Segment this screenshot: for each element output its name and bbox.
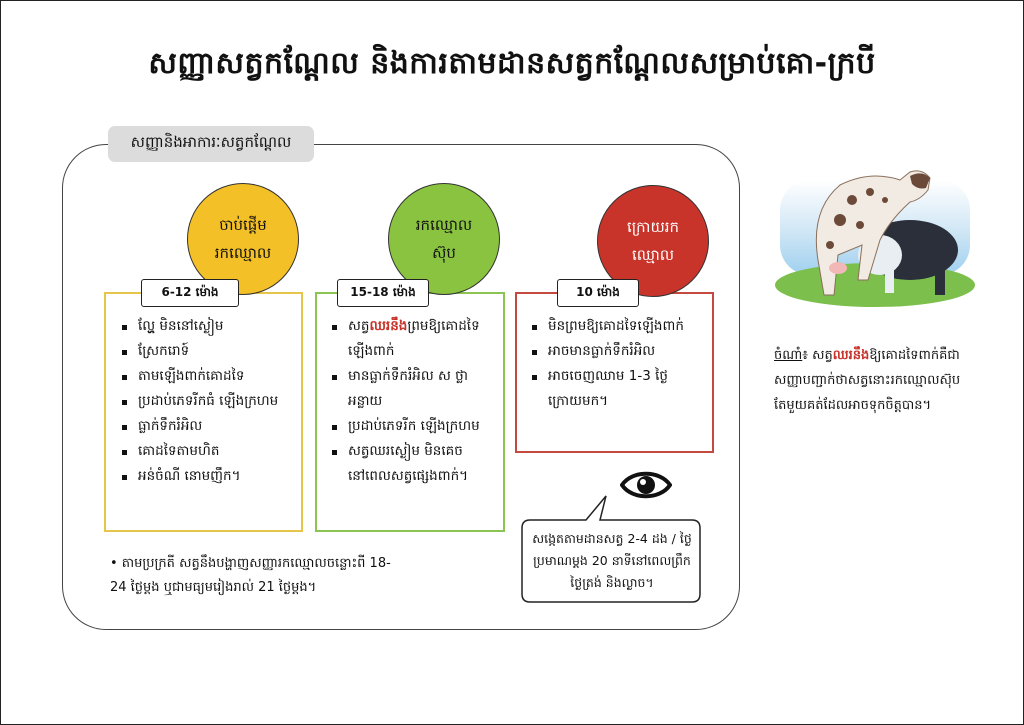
list-item: អាចចេញឈាម 1-3 ថ្ងៃក្រោយមក។ xyxy=(528,364,706,414)
note-caption xyxy=(774,343,988,418)
list-item: មានធ្លាក់ទឹករំអិល ស ថ្លាអន្លាយ xyxy=(328,364,498,414)
note-highlight: ឈរនឹង xyxy=(832,348,870,363)
note-label: ចំណាំ xyxy=(774,348,803,363)
stage-3-list xyxy=(528,314,706,414)
list-item: អាចមានធ្លាក់ទឹករំអិល xyxy=(528,339,706,364)
stage-3-title-line2: ឈ្មោល xyxy=(631,246,675,264)
page-title: សញ្ញាសត្វកណ្តែល និងការតាមដានសត្វកណ្តែលសម្រាប់គោ-ក្របី xyxy=(148,46,876,81)
stage-1-title-line1: ចាប់ផ្តើម xyxy=(219,216,267,234)
list-item xyxy=(328,314,498,364)
stage-2-title-line1: រកឈ្មោល xyxy=(415,216,473,234)
list-item: គោដទៃតាមហិត xyxy=(118,439,296,464)
stage-1-title-line2: រកឈ្មោល xyxy=(214,244,272,262)
item-prefix: សត្វ xyxy=(348,318,370,334)
list-item: ស្រែករោទ៍ xyxy=(118,339,296,364)
list-item: មិនព្រមឱ្យគោដទៃឡើងពាក់ xyxy=(528,314,706,339)
note-colon: ៖ សត្វ xyxy=(802,348,833,363)
stage-2-list xyxy=(328,314,498,489)
list-item: អន់ចំណី នោមញឹក។ xyxy=(118,464,296,489)
cow-illustration xyxy=(760,150,980,310)
list-item: ធ្លាក់ទឹករំអិល xyxy=(118,414,296,439)
item-highlight: ឈរនឹង xyxy=(369,318,408,334)
item-suffix: ព្រមឱ្យគោដទៃឡើងពាក់ xyxy=(348,318,480,359)
panel-tab-label: សញ្ញានិងអាការៈសត្វកណ្តែល xyxy=(108,126,314,162)
note-rest: ឱ្យគោដទៃពាក់គឺជាសញ្ញាបញ្ជាក់ថាសត្វនោះរកឈ្មោលស៊ុប តែមួយគត់ដែលអាចទុកចិត្តបាន។ xyxy=(774,348,961,413)
stage-3-title-line1: ក្រោយរក xyxy=(626,218,680,236)
list-item: ប្រដាប់ភេទរីកធំ ឡើងក្រហម xyxy=(118,389,296,414)
stage-1-duration: 6-12 ម៉ោង xyxy=(141,279,239,307)
observe-note: សង្កេតតាមដានសត្វ 2-4 ដង / ថ្ងៃ ប្រមាណម្តង 20 នាទីនៅពេលព្រឹក ថ្ងៃត្រង់ និងល្ងាច។ xyxy=(532,531,692,590)
stage-2-title-line2: ស៊ុប xyxy=(432,244,456,262)
list-item: ល្ហែ្ម មិននៅស្ងៀម xyxy=(118,314,296,339)
list-item: សត្វឈរស្ងៀម មិនគេចនៅពេលសត្វផ្សេងពាក់។ xyxy=(328,439,498,489)
cycle-footnote: • តាមប្រក្រតី សត្វនឹងបង្ហាញសញ្ញារកឈ្មោលចន្លោះពី 18-24 ថ្ងៃម្តង ឬជាមធ្យមរៀងរាល់ 21 ថ្ងៃម្តង។ xyxy=(110,556,391,595)
list-item: តាមឡើងពាក់គោដទៃ xyxy=(118,364,296,389)
stage-1-list xyxy=(118,314,296,489)
list-item: ប្រដាប់ភេទរីក ឡើងក្រហម xyxy=(328,414,498,439)
stage-3-duration: 10 ម៉ោង xyxy=(557,279,639,307)
stage-2-duration: 15-18 ម៉ោង xyxy=(337,279,429,307)
